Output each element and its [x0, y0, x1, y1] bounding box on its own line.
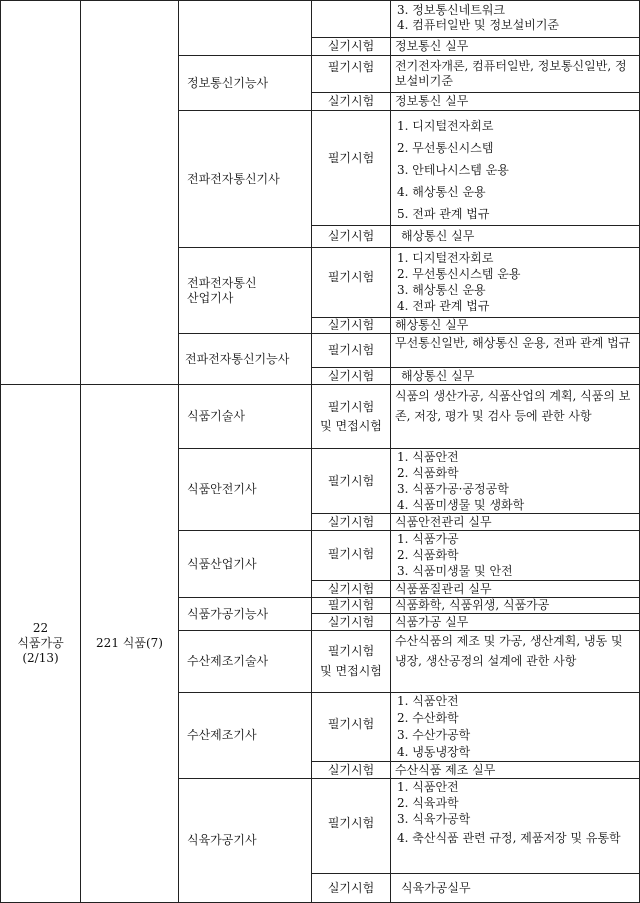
- cert-name-r7: 식품산업기사: [178, 530, 311, 597]
- exam-subject-r3p: 해상통신 실무: [390, 317, 640, 333]
- exam-subject-r11p: 식육가공실무: [390, 873, 640, 903]
- exam-kind-r5: 필기시험 및 면접시험: [311, 384, 390, 448]
- exam-kind-r3p: 실기시험: [311, 317, 390, 333]
- subject-list-r2: [390, 110, 640, 225]
- subject-line: 2. 무선통신시스템: [397, 141, 494, 155]
- subject-line: 2. 식품화학: [397, 466, 459, 480]
- cert-name-r5: 식품기술사: [178, 384, 311, 448]
- subject-list-r7: [390, 530, 640, 580]
- cert-name-r6: 식품안전기사: [178, 448, 311, 530]
- exam-subject-r8p: 식품가공 실무: [390, 613, 640, 630]
- major-category-cell: [0, 384, 80, 903]
- exam-kind-r4: 필기시험: [311, 333, 390, 367]
- minor-cell-empty-top: [80, 0, 178, 384]
- exam-kind-r11p: 실기시험: [311, 873, 390, 903]
- subject-list-r10: [390, 692, 640, 761]
- exam-kind-r11: 필기시험: [311, 778, 390, 873]
- subject-line: 1. 식품안전: [397, 450, 459, 464]
- exam-subject-r8: 식품화학, 식품위생, 식품가공: [390, 597, 640, 613]
- subject-line: 2. 식품화학: [397, 548, 459, 562]
- cert-cell-empty-r0: [178, 0, 311, 55]
- exam-subject-r0p: 정보통신 실무: [390, 37, 640, 55]
- exam-kind-r4p: 실기시험: [311, 367, 390, 384]
- subject-line: 2. 무선통신시스템 운용: [397, 267, 521, 281]
- cert-name-r9: 수산제조기술사: [178, 630, 311, 692]
- subject-line: 4. 냉동냉장학: [397, 745, 471, 759]
- subject-line: 3. 식품가공·공정공학: [397, 482, 509, 496]
- subject-line: 2. 수산화학: [397, 711, 459, 725]
- subject-line: 2. 식육과학: [397, 796, 459, 810]
- minor-name: 221 식품(7): [96, 636, 163, 650]
- exam-kind-r10: 필기시험: [311, 692, 390, 761]
- exam-subject-r5: 식품의 생산가공, 식품산업의 계획, 식품의 보존, 저장, 평가 및 검사 등에 관한 사항: [390, 384, 640, 448]
- cert-name-r2: 전파전자통신기사: [178, 110, 311, 247]
- exam-kind-r3: 필기시험: [311, 247, 390, 317]
- subject-line: 1. 디지털전자회로: [397, 251, 494, 265]
- exam-subject-r1p: 정보통신 실무: [390, 92, 640, 110]
- subject-line: 4. 식품미생물 및 생화학: [397, 498, 525, 512]
- exam-subject-r7p: 식품품질관리 실무: [390, 580, 640, 597]
- major-name: 식품가공: [17, 636, 64, 650]
- cert-name-r3: [178, 247, 311, 333]
- exam-kind-r8: 필기시험: [311, 597, 390, 613]
- subject-list-r6: [390, 448, 640, 513]
- subject-line: 1. 식품가공: [397, 532, 459, 546]
- major-cell-empty-top: [0, 0, 80, 384]
- subject-list-r0: [390, 0, 640, 37]
- major-count: (2/13): [22, 651, 59, 665]
- subject-list-r3: [390, 247, 640, 317]
- subject-line: 3. 해상통신 운용: [397, 283, 486, 297]
- subject-list-r11: [390, 778, 640, 873]
- exam-kind-r1p: 실기시험: [311, 92, 390, 110]
- subject-line: 5. 전파 관계 법규: [397, 207, 490, 221]
- exam-kind-r8p: 실기시험: [311, 613, 390, 630]
- kind-cell-empty-r0: [311, 0, 390, 37]
- subject-line: 3. 안테나시스템 운용: [397, 163, 509, 177]
- subject-line: 4. 해상통신 운용: [397, 185, 486, 199]
- exam-subject-r4p: 해상통신 실무: [390, 367, 640, 384]
- subject-line: 4. 축산식품 관련 규정, 제품저장 및 유통학: [397, 831, 621, 845]
- cert-name-r4: 전파전자통신기능사: [178, 333, 311, 384]
- exam-kind-r6: 필기시험: [311, 448, 390, 513]
- cert-name-line: 산업기사: [187, 290, 234, 305]
- subject-line: 1. 식품안전: [397, 694, 459, 708]
- exam-kind-r7: 필기시험: [311, 530, 390, 580]
- exam-kind-r1: 필기시험: [311, 55, 390, 92]
- subject-line: 3. 수산가공학: [397, 728, 471, 742]
- cert-name-r10: 수산제조기사: [178, 692, 311, 778]
- exam-kind-r0p: 실기시험: [311, 37, 390, 55]
- cert-name-r11: 식육가공기사: [178, 778, 311, 903]
- exam-kind-r2: 필기시험: [311, 110, 390, 225]
- exam-kind-r6p: 실기시험: [311, 513, 390, 530]
- minor-category-cell: [80, 384, 178, 903]
- exam-subject-r4: 무선통신일반, 해상통신 운용, 전파 관계 법규: [390, 333, 640, 367]
- cert-name-r8: 식품가공기능사: [178, 597, 311, 630]
- exam-kind-r9: 필기시험 및 면접시험: [311, 630, 390, 692]
- major-code: 22: [32, 621, 49, 635]
- subject-line: 3. 정보통신네트워크: [397, 3, 506, 17]
- exam-subject-r2p: 해상통신 실무: [390, 225, 640, 247]
- exam-kind-r10p: 실기시험: [311, 761, 390, 778]
- exam-subject-r1: 전기전자개론, 컴퓨터일반, 정보통신일반, 정보설비기준: [390, 55, 640, 92]
- cert-name-r1: 정보통신기능사: [178, 55, 311, 110]
- exam-kind-r2p: 실기시험: [311, 225, 390, 247]
- subject-line: 1. 디지털전자회로: [397, 119, 494, 133]
- subject-line: 4. 전파 관계 법규: [397, 299, 490, 313]
- cert-name-line: 전파전자통신: [187, 275, 257, 290]
- exam-subject-r10p: 수산식품 제조 실무: [390, 761, 640, 778]
- exam-subject-r9: 수산식품의 제조 및 가공, 생산계획, 냉동 및 냉장, 생산공정의 설계에 관한 사항: [390, 630, 640, 692]
- exam-kind-r7p: 실기시험: [311, 580, 390, 597]
- subject-line: 3. 식품미생물 및 안전: [397, 564, 513, 578]
- subject-line: 1. 식품안전: [397, 780, 459, 794]
- exam-subject-r6p: 식품안전관리 실무: [390, 513, 640, 530]
- subject-line: 4. 컴퓨터일반 및 정보설비기준: [397, 18, 559, 32]
- subject-line: 3. 식육가공학: [397, 812, 471, 826]
